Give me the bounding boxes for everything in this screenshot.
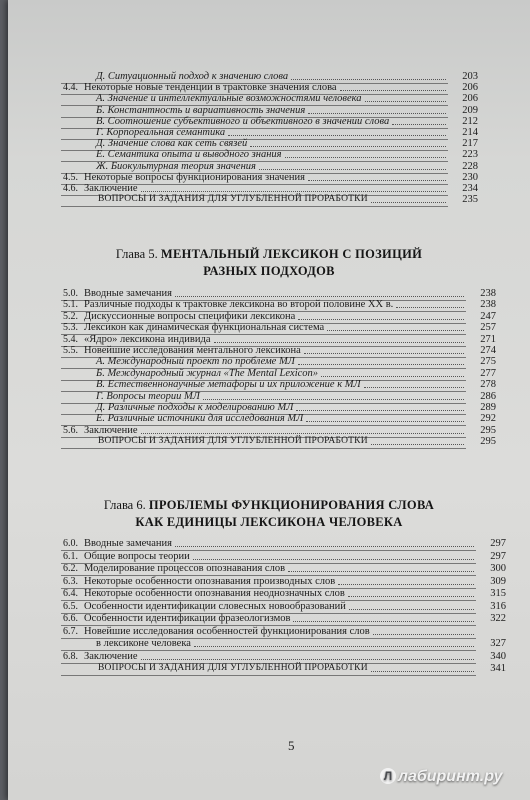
toc-entry-title: ВОПРОСЫ И ЗАДАНИЯ ДЛЯ УГЛУБЛЕННОЙ ПРОРАБОТКИ [98, 194, 368, 205]
dot-leader [285, 157, 446, 158]
toc-entry [8, 550, 530, 563]
toc-entry [8, 625, 530, 638]
dot-leader [194, 646, 474, 647]
toc-entry-number: 6.7. [63, 625, 78, 637]
toc-entry [8, 587, 530, 600]
row-underline [61, 448, 466, 449]
dot-leader [291, 79, 446, 80]
row-underline [61, 675, 476, 676]
toc-entry-title: Некоторые новые тенденции в трактовке значения слова [84, 82, 337, 94]
toc-entry-page: 209 [462, 104, 478, 116]
toc-entry-title: А. Международный проект по проблеме МЛ [96, 356, 295, 368]
toc-entry-number: 4.5. [63, 171, 78, 183]
toc-entry-title: Различные подходы к трактовке лексикона во второй половине XX в. [84, 299, 394, 311]
toc-entry-title: Заключение [84, 183, 138, 194]
toc-entry-number: 5.5. [63, 345, 78, 356]
toc-entry-number: 6.0. [63, 538, 78, 549]
toc-entry [8, 193, 530, 206]
toc-entry-title: Вводные замечания [84, 288, 172, 299]
dot-leader [373, 634, 474, 635]
dot-leader [371, 444, 464, 445]
toc-entry-title: Д. Ситуационный подход к значению слова [96, 71, 289, 82]
toc-entry-page: 238 [480, 299, 496, 311]
toc-entry-number: 5.0. [63, 288, 78, 299]
toc-entry-page: 247 [480, 310, 496, 322]
chapter5-title-line2: РАЗНЫХ ПОДХОДОВ [203, 264, 335, 278]
toc-entry-page: 228 [462, 160, 478, 172]
dot-leader [193, 559, 474, 560]
toc-entry-page: 271 [480, 333, 496, 345]
toc-entry-page: 315 [490, 588, 506, 599]
toc-entry-page: 300 [490, 563, 506, 574]
toc-entry-number: 6.2. [63, 563, 78, 574]
toc-entry-page: 292 [480, 413, 496, 425]
toc-entry-title: Д. Различные подходы к моделированию МЛ [96, 402, 294, 413]
dot-leader [338, 584, 474, 585]
dot-leader [327, 330, 464, 331]
toc-entry-page: 275 [480, 356, 496, 368]
toc-entry-title: Д. Значение слова как сеть связей [96, 138, 248, 150]
toc-entry-page: 212 [462, 115, 478, 127]
toc-entry-page: 203 [462, 71, 478, 82]
row-underline [61, 206, 448, 207]
toc-entry-number: 5.3. [63, 322, 78, 334]
toc-entry-title: Г. Вопросы теории МЛ [96, 390, 200, 402]
toc-entry-page: 295 [480, 436, 496, 448]
toc-entry-page: 278 [480, 379, 496, 391]
dot-leader [321, 376, 464, 377]
chapter6-heading [8, 497, 530, 531]
toc-entry-page: 295 [480, 424, 496, 436]
chapter6-label: Глава 6. [103, 498, 146, 512]
toc-entry-title: Новейшие исследования ментального лексикона [84, 345, 301, 356]
dot-leader [250, 146, 446, 147]
toc-entry-title: Е. Различные источники для исследования МЛ [96, 413, 304, 425]
toc-entry-number: 6.3. [63, 575, 78, 587]
toc-entry-title: Новейшие исследования особенностей функционирования слов [84, 625, 370, 637]
toc-entry-title: в лексиконе человека [96, 638, 191, 649]
chapter6-title-line1: ПРОБЛЕМЫ ФУНКЦИОНИРОВАНИЯ СЛОВА [148, 498, 435, 512]
chapter6-title-line2: КАК ЕДИНИЦЫ ЛЕКСИКОНА ЧЕЛОВЕКА [135, 515, 403, 529]
dot-leader [304, 353, 464, 354]
dot-leader [293, 621, 474, 622]
toc-entry-page: 274 [480, 345, 496, 356]
toc-entry-page: 234 [462, 183, 478, 194]
toc-entry-title: «Ядро» лексикона индивида [84, 333, 211, 345]
dot-leader [214, 342, 465, 343]
toc-entry-title: Моделирование процессов опознавания слов [84, 563, 286, 574]
toc-entry-page: 277 [480, 367, 496, 379]
watermark-logo [380, 768, 502, 786]
toc-entry-number: 6.4. [63, 588, 78, 599]
toc-entry-title: А. Значение и интеллектуальные возможностями человека [96, 93, 362, 105]
toc-entry [8, 575, 530, 588]
toc-entry-title: Общие вопросы теории [84, 550, 190, 562]
toc-entry [8, 562, 530, 575]
dot-leader [306, 421, 464, 422]
toc-entry-title: Заключение [84, 650, 138, 662]
labirint-logo-icon: Л [380, 768, 396, 784]
toc-entry [8, 650, 530, 663]
dot-leader [296, 410, 464, 411]
toc-entry-number: 6.5. [63, 600, 78, 612]
toc-entry [8, 600, 530, 613]
toc-entry-title: Вводные замечания [84, 538, 172, 549]
dot-leader [340, 90, 446, 91]
toc-entry-page: 214 [462, 127, 478, 138]
toc-entry-page: 289 [480, 402, 496, 413]
toc-entry-title: ВОПРОСЫ И ЗАДАНИЯ ДЛЯ УГЛУБЛЕННОЙ ПРОРАБОТКИ [98, 663, 368, 673]
dot-leader [228, 135, 446, 136]
dot-leader [298, 364, 464, 365]
dot-leader [371, 202, 446, 203]
toc-entry-title: Б. Международный журнал «The Mental Lexicon» [96, 367, 319, 379]
toc-entry-title: Некоторые вопросы функционирования значения [84, 171, 305, 183]
toc-entry-page: 257 [480, 322, 496, 334]
dot-leader [392, 124, 446, 125]
toc-entry-page: 327 [490, 638, 506, 649]
toc-entry-page: 217 [462, 138, 478, 150]
toc-entry-number: 5.6. [63, 424, 78, 436]
dot-leader [298, 319, 464, 320]
toc-entry-title: Е. Семантика опыта и выводного знания [96, 149, 282, 161]
dot-leader [141, 191, 446, 192]
dot-leader [203, 399, 464, 400]
toc-entry [8, 435, 530, 448]
toc-entry-title: Некоторые особенности опознавания неоднозначных слов [84, 588, 345, 599]
toc-entry-number: 4.6. [63, 183, 78, 194]
toc-entry-number: 4.4. [63, 82, 78, 94]
page-number: 5 [288, 738, 295, 753]
toc-entry-page: 235 [462, 194, 478, 206]
toc-entry-page: 316 [490, 600, 506, 612]
toc-entry [8, 537, 530, 550]
toc-entry-page: 341 [490, 663, 506, 674]
toc-entry-number: 6.1. [63, 550, 78, 562]
toc-entry-title: Ж. Биокультурная теория значения [96, 160, 256, 172]
toc-entry [8, 612, 530, 625]
dot-leader [175, 296, 464, 297]
toc-entry-page: 223 [462, 149, 478, 161]
dot-leader [365, 101, 446, 102]
toc-entry-number: 5.1. [63, 299, 78, 311]
book-page [8, 0, 530, 800]
dot-leader [288, 571, 474, 572]
toc-entry-title: ВОПРОСЫ И ЗАДАНИЯ ДЛЯ УГЛУБЛЕННОЙ ПРОРАБОТКИ [98, 436, 368, 447]
dot-leader [396, 307, 464, 308]
chapter5-heading [8, 246, 530, 280]
toc-entry-title: В. Соотношение субъективного и объективного в значении слова [96, 115, 390, 127]
toc-entry-number: 5.2. [63, 310, 78, 322]
toc-entry-page: 297 [490, 538, 506, 549]
dot-leader [141, 433, 464, 434]
dot-leader [141, 659, 474, 660]
toc-entry-number: 6.6. [63, 613, 78, 624]
watermark-text: лабиринт.ру [398, 768, 503, 785]
toc-entry-page: 206 [462, 93, 478, 105]
dot-leader [348, 596, 474, 597]
toc-entry-page: 309 [490, 575, 506, 587]
toc-entry-title: В. Естественнонаучные метафоры и их приложение к МЛ [96, 379, 361, 391]
toc-entry [8, 637, 530, 650]
toc-entry-page: 206 [462, 82, 478, 94]
toc-entry-title: Дискуссионные вопросы специфики лексикона [84, 310, 296, 322]
toc-entry-page: 297 [490, 550, 506, 562]
toc-entry-page: 340 [490, 650, 506, 662]
chapter5-label: Глава 5. [115, 247, 158, 261]
toc-entry-title: Особенности идентификации фразеологизмов [84, 613, 291, 624]
toc-entry-title: Г. Корпореальная семантика [96, 127, 226, 138]
dot-leader [371, 671, 474, 672]
dot-leader [175, 546, 474, 547]
chapter5-title-line1: МЕНТАЛЬНЫЙ ЛЕКСИКОН С ПОЗИЦИЙ [160, 247, 423, 261]
toc-entry-title: Лексикон как динамическая функциональная система [84, 322, 325, 334]
dot-leader [259, 169, 446, 170]
toc-entry-page: 238 [480, 288, 496, 299]
toc-entry-number: 5.4. [63, 333, 78, 345]
toc-entry-number: 6.8. [63, 650, 78, 662]
dot-leader [308, 180, 446, 181]
toc-entry-page: 230 [462, 171, 478, 183]
toc-entry-page: 322 [490, 613, 506, 624]
dot-leader [364, 387, 464, 388]
toc-entry-title: Заключение [84, 424, 138, 436]
toc-entry-title: Б. Константность и вариативность значения [96, 104, 306, 116]
toc-entry-page: 286 [480, 390, 496, 402]
toc-entry [8, 662, 530, 675]
dot-leader [349, 609, 474, 610]
dot-leader [308, 113, 446, 114]
toc-entry-title: Особенности идентификации словесных новообразований [84, 600, 346, 612]
toc-entry-title: Некоторые особенности опознавания производных слов [84, 575, 336, 587]
